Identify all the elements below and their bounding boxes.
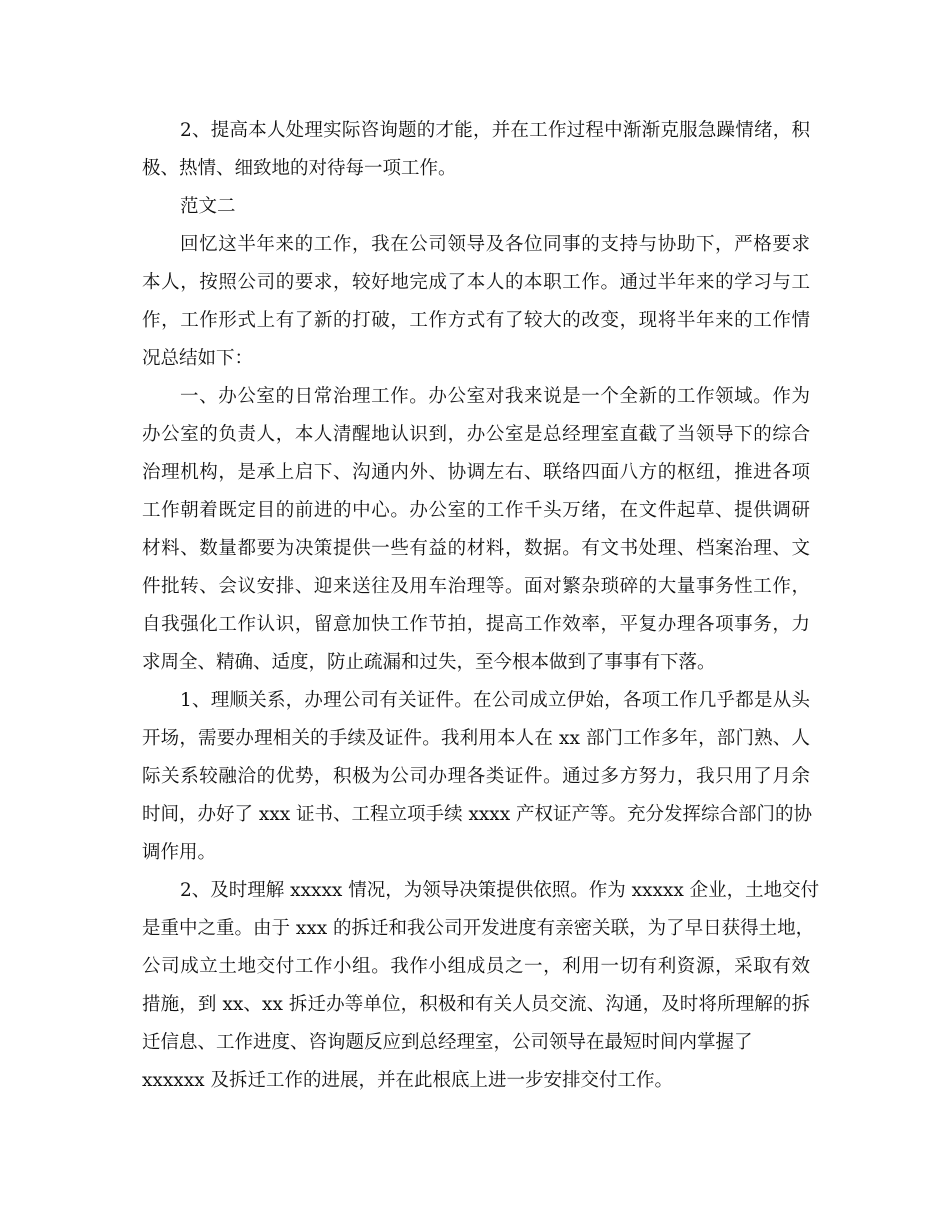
paragraph-4-line-3: 治理机构，是承上启下、沟通内外、协调左右、联络四面八方的枢纽，推进各项 <box>142 462 810 483</box>
paragraph-5-line-4: 时间，办好了 xxx 证书、工程立项手续 xxxx 产权证产等。充分发挥综合部门的协 <box>142 804 813 825</box>
paragraph-1-line-1: 2、提高本人处理实际咨询题的才能，并在工作过程中渐渐克服急躁情绪，积 <box>180 120 810 141</box>
paragraph-5-line-3: 际关系较融洽的优势，积极为公司办理各类证件。通过多方努力，我只用了月余 <box>142 766 810 787</box>
paragraph-6-line-5: 迁信息、工作进度、咨询题反应到总经理室，公司领导在最短时间内掌握了 <box>142 1032 753 1053</box>
paragraph-3-line-1: 回忆这半年来的工作，我在公司领导及各位同事的支持与协助下，严格要求 <box>180 234 810 255</box>
paragraph-3-line-2: 本人，按照公司的要求，较好地完成了本人的本职工作。通过半年来的学习与工 <box>142 272 810 293</box>
paragraph-6-line-6: xxxxxx 及拆迁工作的进展，并在此根底上进一步安排交付工作。 <box>142 1070 673 1091</box>
paragraph-5-line-1: 1、理顺关系，办理公司有关证件。在公司成立伊始，各项工作几乎都是从头 <box>180 690 810 711</box>
section-heading-fanwen-er: 范文二 <box>180 196 236 217</box>
paragraph-4-line-2: 办公室的负责人，本人清醒地认识到，办公室是总经理室直截了当领导下的综合 <box>142 424 810 445</box>
paragraph-4-line-7: 自我强化工作认识，留意加快工作节拍，提高工作效率，平复办理各项事务，力 <box>142 614 810 635</box>
paragraph-4-line-6: 件批转、会议安排、迎来送往及用车治理等。面对繁杂琐碎的大量事务性工作， <box>142 576 810 597</box>
paragraph-3-line-3: 作，工作形式上有了新的打破，工作方式有了较大的改变，现将半年来的工作情 <box>142 310 810 331</box>
paragraph-6-line-2: 是重中之重。由于 xxx 的拆迁和我公司开发进度有亲密关联，为了早日获得土地， <box>142 918 815 939</box>
paragraph-5-line-2: 开场，需要办理相关的手续及证件。我利用本人在 xx 部门工作多年，部门熟、人 <box>142 728 810 749</box>
paragraph-6-line-1: 2、及时理解 xxxxx 情况，为领导决策提供依照。作为 xxxxx 企业，土地交付 <box>180 880 820 901</box>
paragraph-4-line-4: 工作朝着既定目的前进的中心。办公室的工作千头万绪，在文件起草、提供调研 <box>142 500 810 521</box>
paragraph-1-line-2: 极、热情、细致地的对待每一项工作。 <box>142 158 457 179</box>
paragraph-6-line-4: 措施，到 xx、xx 拆迁办等单位，积极和有关人员交流、沟通，及时将所理解的拆 <box>142 994 810 1015</box>
paragraph-4-line-1: 一、办公室的日常治理工作。办公室对我来说是一个全新的工作领域。作为 <box>180 386 810 407</box>
paragraph-5-line-5: 调作用。 <box>142 842 217 863</box>
paragraph-4-line-8: 求周全、精确、适度，防止疏漏和过失，至今根本做到了事事有下落。 <box>142 652 716 673</box>
paragraph-3-line-4: 况总结如下： <box>142 348 254 369</box>
paragraph-4-line-5: 材料、数量都要为决策提供一些有益的材料，数据。有文书处理、档案治理、文 <box>142 538 810 559</box>
paragraph-6-line-3: 公司成立土地交付工作小组。我作小组成员之一，利用一切有利资源，采取有效 <box>142 956 810 977</box>
